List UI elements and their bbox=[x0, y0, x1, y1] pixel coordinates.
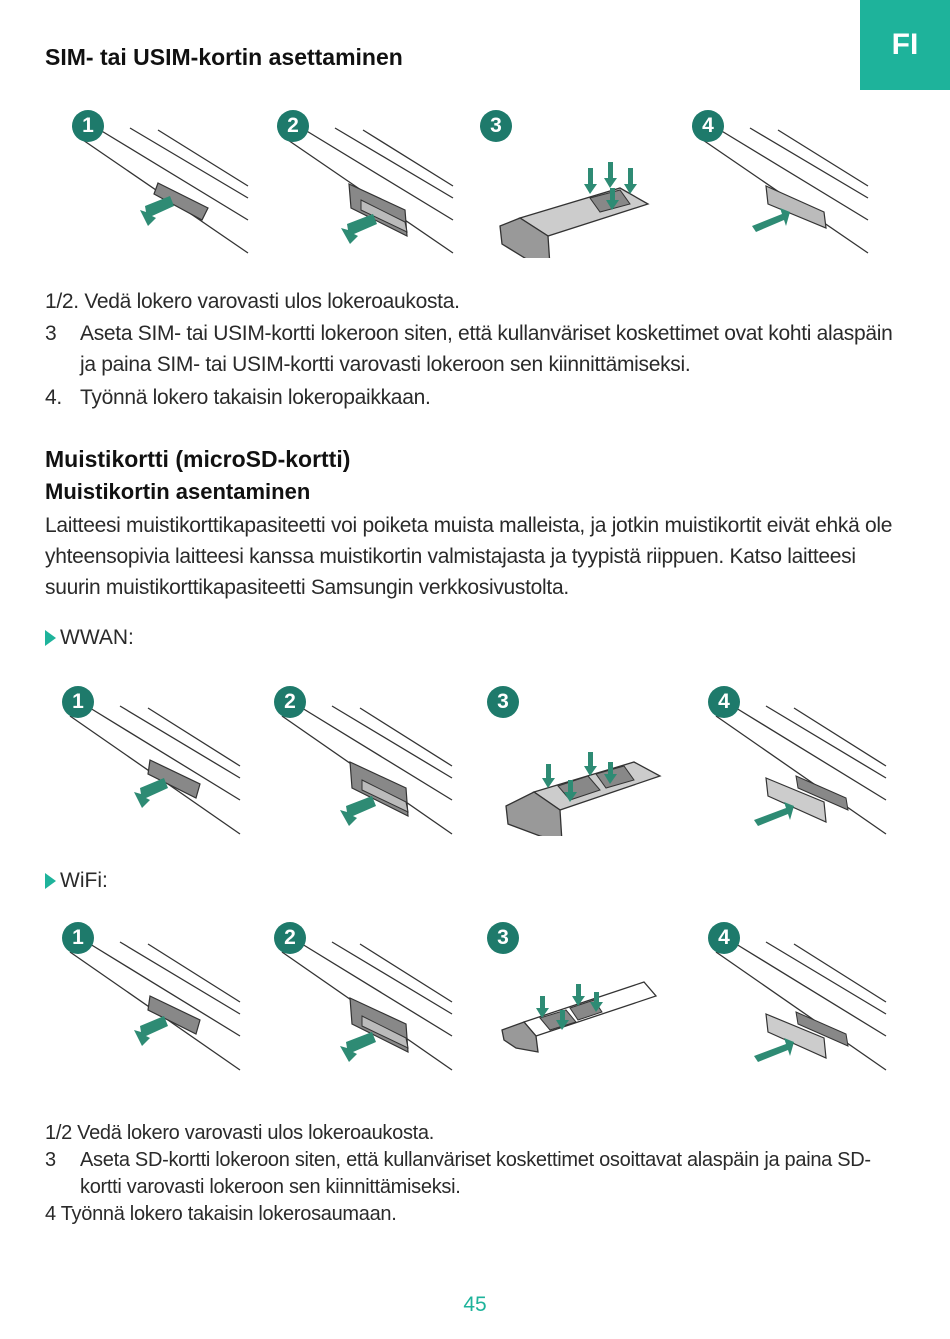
sim-step-1-badge: 1 bbox=[72, 110, 104, 142]
sim-step-3-badge: 3 bbox=[480, 110, 512, 142]
language-tab: FI bbox=[860, 0, 950, 90]
wwan-step-4-badge: 4 bbox=[708, 686, 740, 718]
triangle-bullet-icon bbox=[45, 630, 56, 646]
memory-description: Laitteesi muistikorttikapasiteetti voi poiketa muista malleista, ja jotkin muistikortit eivät ehkä ole yhteensopivia laitteesi kanssa muistikortin valmistajasta ja tyypistä riippuen. Katso laitteesi suurin muistikorttikapasiteetti Samsungin verkkosivustolta. bbox=[45, 514, 893, 599]
wwan-step-1-badge: 1 bbox=[62, 686, 94, 718]
instruction-number: 1/2 bbox=[45, 1122, 72, 1144]
memory-instruction-3 bbox=[45, 1201, 905, 1228]
wifi-label-text: WiFi: bbox=[60, 869, 108, 892]
instruction-text: Työnnä lokero takaisin lokerosaumaan. bbox=[60, 1203, 397, 1225]
wifi-step-4-badge: 4 bbox=[708, 922, 740, 954]
sim-step-4-badge: 4 bbox=[692, 110, 724, 142]
memory-subheading: Muistikortin asentaminen bbox=[45, 479, 311, 504]
memory-heading: Muistikortti (microSD-kortti) bbox=[45, 446, 351, 472]
memory-instruction-2 bbox=[45, 1147, 905, 1201]
instruction-text: Vedä lokero varovasti ulos lokeroaukosta. bbox=[77, 1122, 434, 1144]
wifi-step-3-badge: 3 bbox=[487, 922, 519, 954]
sim-heading: SIM- tai USIM-kortin asettaminen bbox=[45, 44, 403, 70]
instruction-number: 4. bbox=[45, 386, 62, 409]
instruction-number: 3 bbox=[45, 322, 57, 345]
sim-step-2-badge: 2 bbox=[277, 110, 309, 142]
sim-instruction-3 bbox=[45, 382, 905, 413]
sim-instruction-1 bbox=[45, 286, 905, 317]
instruction-text: Työnnä lokero takaisin lokeropaikkaan. bbox=[80, 386, 431, 409]
triangle-bullet-icon bbox=[45, 873, 56, 889]
instruction-number: 4 bbox=[45, 1203, 56, 1225]
wifi-step-1-badge: 1 bbox=[62, 922, 94, 954]
memory-instruction-1 bbox=[45, 1120, 905, 1147]
instruction-text: Aseta SIM- tai USIM-kortti lokeroon siten, että kullanväriset koskettimet ovat kohti alaspäin ja paina SIM- tai USIM-kortti varovasti lokeroon sen kiinnittämiseksi. bbox=[80, 322, 893, 376]
wwan-step-3-badge: 3 bbox=[487, 686, 519, 718]
sim-instruction-2 bbox=[45, 318, 905, 380]
wifi-step-2-badge: 2 bbox=[274, 922, 306, 954]
wwan-step-2-badge: 2 bbox=[274, 686, 306, 718]
instruction-text: Aseta SD-kortti lokeroon siten, että kullanväriset koskettimet osoittavat alaspäin ja paina SD-kortti varovasti lokeroon sen kiinnittämiseksi. bbox=[80, 1149, 871, 1198]
wwan-label-text: WWAN: bbox=[60, 626, 134, 649]
instruction-number: 1/2. bbox=[45, 290, 79, 313]
wwan-label bbox=[45, 626, 134, 650]
wifi-label bbox=[45, 869, 108, 893]
instruction-text: Vedä lokero varovasti ulos lokeroaukosta. bbox=[84, 290, 460, 313]
instruction-number: 3 bbox=[45, 1149, 56, 1171]
page-number: 45 bbox=[463, 1293, 487, 1316]
